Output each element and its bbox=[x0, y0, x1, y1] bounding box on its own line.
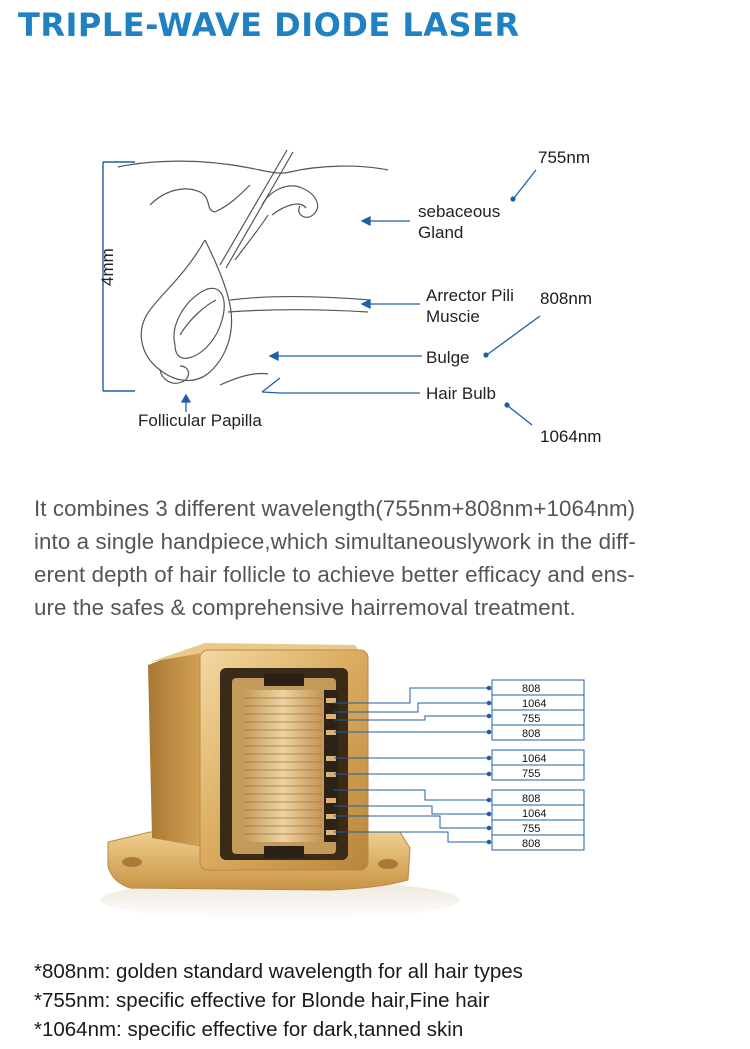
wavelength-808-label: 808nm bbox=[540, 289, 592, 308]
handpiece-illustration bbox=[100, 643, 584, 920]
label-arrector-pili: Arrector Pili bbox=[426, 286, 514, 305]
label-muscle: Muscie bbox=[426, 307, 480, 326]
wavelength-notes bbox=[34, 957, 523, 1044]
bar-cell: 1064 bbox=[522, 753, 547, 765]
note-755: *755nm: specific effective for Blonde hair,Fine hair bbox=[34, 989, 490, 1012]
bar-cell: 1064 bbox=[522, 698, 547, 710]
bar-cell: 755 bbox=[522, 768, 541, 780]
depth-label: 4mm bbox=[98, 248, 117, 286]
label-gland: Gland bbox=[418, 223, 464, 242]
bar-cell: 808 bbox=[522, 793, 541, 805]
description-line: ure the safes & comprehensive hairremoval treatment. bbox=[34, 595, 576, 620]
label-follicular-papilla: Follicular Papilla bbox=[138, 411, 262, 430]
description-line: It combines 3 different wavelength(755nm+808nm+1064nm) bbox=[34, 496, 636, 521]
wavelength-755-label: 755nm bbox=[538, 148, 590, 167]
note-808: *808nm: golden standard wavelength for all hair types bbox=[34, 960, 523, 983]
bar-cell: 808 bbox=[522, 838, 541, 850]
note-1064: *1064nm: specific effective for dark,tanned skin bbox=[34, 1018, 464, 1041]
bar-cell: 808 bbox=[522, 683, 541, 695]
label-hair-bulb: Hair Bulb bbox=[426, 384, 496, 403]
bar-cell: 755 bbox=[522, 713, 541, 725]
label-bulge: Bulge bbox=[426, 348, 470, 367]
description-line: into a single handpiece,which simultaneouslywork in the diff- bbox=[34, 529, 636, 554]
bar-cell: 755 bbox=[522, 823, 541, 835]
label-arrows bbox=[182, 217, 422, 412]
bar-cell: 1064 bbox=[522, 808, 547, 820]
description bbox=[34, 492, 714, 624]
label-sebaceous: sebaceous bbox=[418, 202, 501, 221]
handpiece-side bbox=[148, 645, 208, 848]
skin-outline bbox=[118, 150, 388, 385]
description-line: erent depth of hair follicle to achieve better efficacy and ens- bbox=[34, 562, 635, 587]
wavelength-1064-label: 1064nm bbox=[540, 427, 602, 446]
follicle-diagram bbox=[98, 148, 601, 446]
diode-stack bbox=[244, 690, 322, 842]
bar-cell: 808 bbox=[522, 728, 541, 740]
page-title: TRIPLE-WAVE DIODE LASER bbox=[18, 6, 520, 44]
